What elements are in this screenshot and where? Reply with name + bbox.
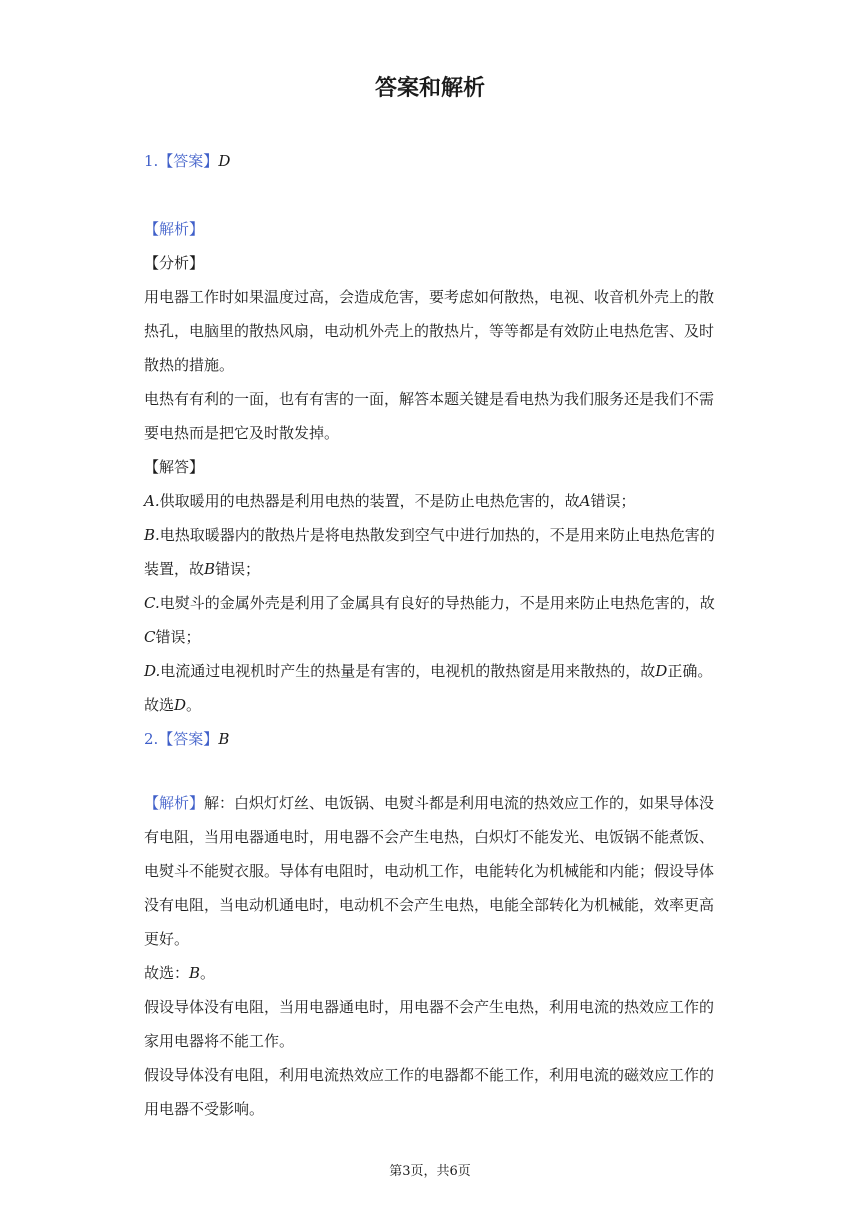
q1-option-a-text: 供取暖用的电热器是利用电热的装置，不是防止电热危害的，故 <box>159 492 580 510</box>
q1-conclusion-end: 。 <box>186 696 202 714</box>
q2-paragraph-3: 假设导体没有电阻，利用电流热效应工作的电器都不能工作，利用电流的磁效应工作的用电器不受影响。 <box>144 1066 715 1118</box>
q2-analysis <box>144 786 718 1126</box>
q1-fenxi-paragraph-2: 电热有有利的一面，也有有害的一面，解答本题关键是看电热为我们服务还是我们不需要电热而是把它及时散发掉。 <box>144 390 715 442</box>
q1-option-d-text: 电流通过电视机时产生的热量是有害的，电视机的散热窗是用来散热的，故 <box>160 662 656 680</box>
q1-option-b <box>144 518 718 586</box>
q1-option-a <box>144 484 718 518</box>
q1-option-c <box>144 586 718 654</box>
page-footer: 第3页，共6页 <box>389 1164 471 1179</box>
q1-option-d-letter: D <box>655 662 668 680</box>
q1-option-b-label: B. <box>144 526 160 544</box>
q1-answer <box>144 144 718 178</box>
q1-option-a-result: 错误； <box>590 492 636 510</box>
q1-option-d-label: D. <box>144 662 161 680</box>
q2-analysis-paragraph-1 <box>144 786 718 956</box>
q1-option-b-text: 电热取暖器内的散热片是将电热散发到空气中进行加热的，不是用来防止电热危害的装置，故 <box>144 526 715 578</box>
q2-analysis-text: 解：白炽灯灯丝、电饭锅、电熨斗都是利用电流的热效应工作的，如果导体没有电阻，当用电器通电时，用电器不会产生电热，白炽灯不能发光、电饭锅不能煮饭、电熨斗不能熨衣服。导体有电阻时，电动机工作，电能转化为机械能和内能；假设导体没有电阻，当电动机通电时，电动机不会产生电热，电能全部转化为机械能，效率更高更好。 <box>144 794 715 948</box>
q1-conclusion-letter: D <box>174 696 187 714</box>
q1-conclusion <box>144 688 718 722</box>
q2-paragraph-2: 假设导体没有电阻，当用电器通电时，用电器不会产生电热，利用电流的热效应工作的家用电器将不能工作。 <box>144 998 715 1050</box>
q1-option-b-letter: B <box>204 560 216 578</box>
q1-analysis <box>144 212 718 756</box>
page-title: 答案和解析 <box>374 75 485 101</box>
q1-fenxi-paragraph-1: 用电器工作时如果温度过高，会造成危害，要考虑如何散热，电视、收音机外壳上的散热孔，电脑里的散热风扇，电动机外壳上的散热片，等等都是有效防止电热危害、及时散热的措施。 <box>144 288 715 374</box>
q1-option-a-label: A. <box>144 492 160 510</box>
q1-option-b-result: 错误； <box>215 560 261 578</box>
q2-answer <box>144 722 718 756</box>
q2-analysis-tag: 【解析】 <box>144 794 205 812</box>
q2-conclusion-letter: B <box>189 964 201 982</box>
q1-option-a-letter: A <box>579 492 591 510</box>
q2-conclusion-text: 故选： <box>144 964 190 982</box>
q1-option-c-letter: C <box>144 628 156 646</box>
q1-conclusion-text: 故选 <box>144 696 175 714</box>
q1-analysis-tag: 【解析】 <box>144 220 205 238</box>
q1-option-d-result: 正确。 <box>667 662 713 680</box>
q2-conclusion-end: 。 <box>200 964 216 982</box>
q2-answer-tag: 2.【答案】 <box>144 730 219 748</box>
q1-answer-value: D <box>218 152 231 170</box>
q1-fenxi-tag: 【分析】 <box>144 254 205 272</box>
q1-jieda-tag: 【解答】 <box>144 458 205 476</box>
q1-option-c-result: 错误； <box>155 628 201 646</box>
q1-option-c-label: C. <box>144 594 160 612</box>
q2-answer-value: B <box>218 730 230 748</box>
q1-option-d <box>144 654 718 688</box>
q1-answer-tag: 1.【答案】 <box>144 152 219 170</box>
q1-option-c-text: 电熨斗的金属外壳是利用了金属具有良好的导热能力，不是用来防止电热危害的，故 <box>159 594 715 612</box>
q2-conclusion <box>144 956 718 990</box>
